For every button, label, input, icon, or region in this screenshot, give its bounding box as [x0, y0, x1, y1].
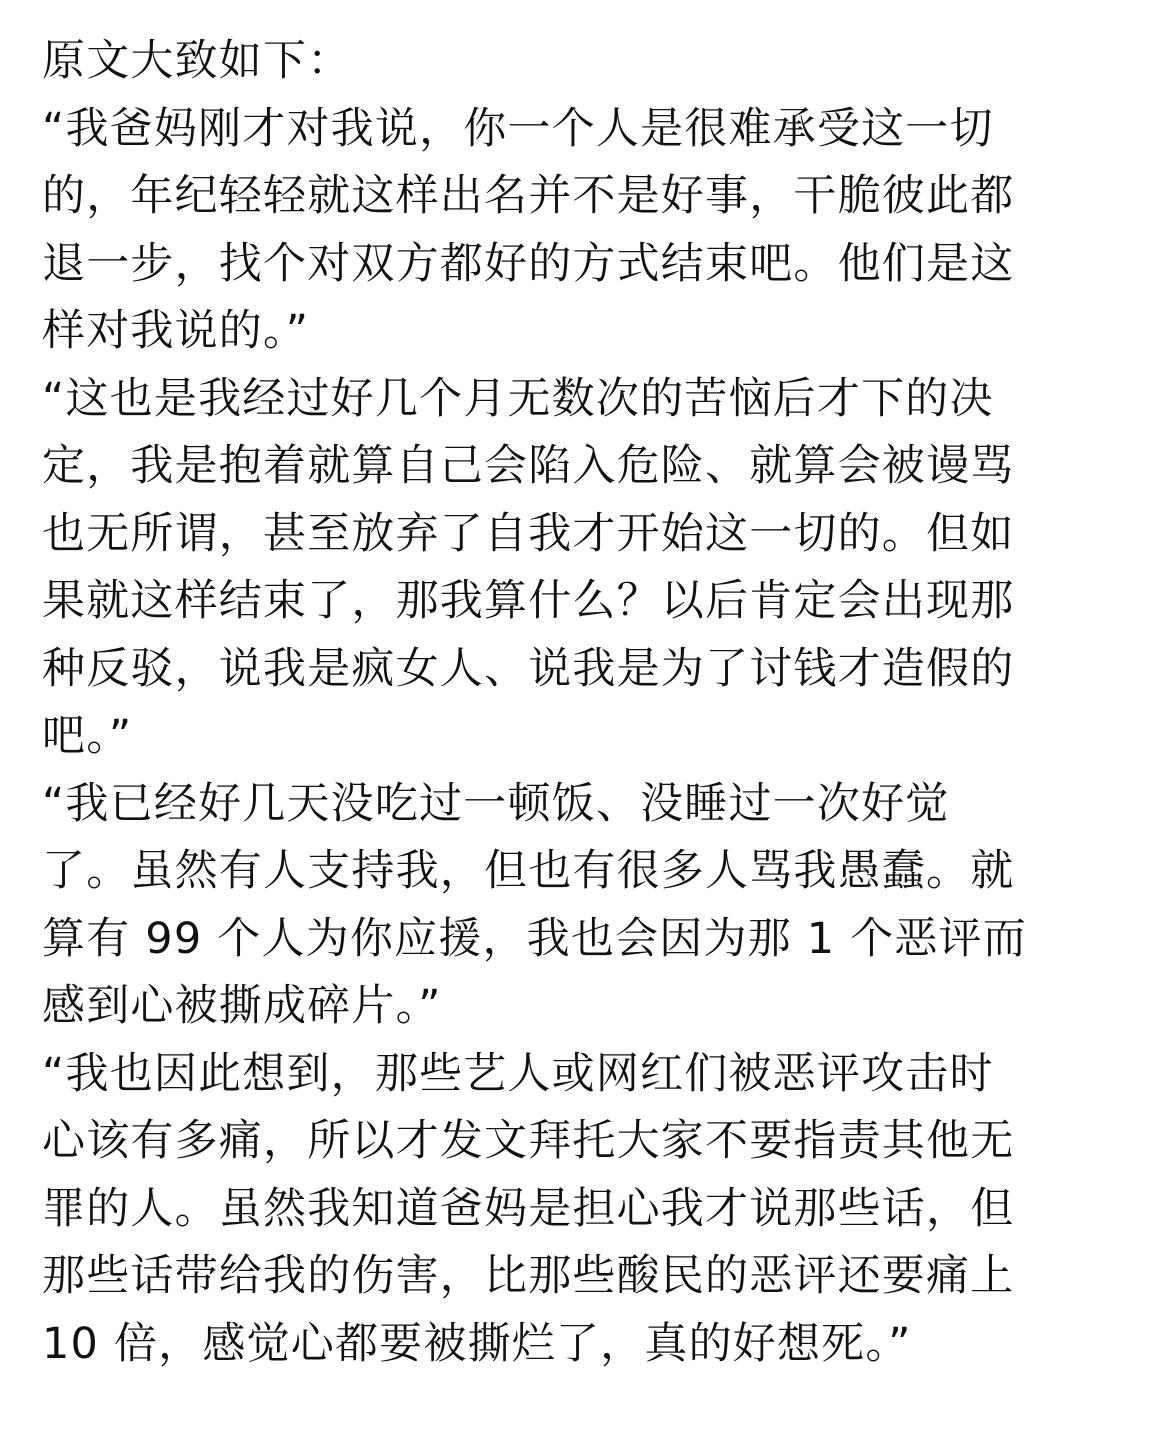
text-line: 的，年纪轻轻就这样出名并不是好事，干脆彼此都: [42, 171, 1015, 221]
text-line: 果就这样结束了，那我算什么？以后肯定会出现那: [42, 576, 1015, 626]
text-line: “这也是我经过好几个月无数次的苦恼后才下的决: [42, 373, 994, 424]
text-line: 感到心被撕成碎片。”: [42, 981, 442, 1031]
text-line: 了。虽然有人支持我，但也有很多人骂我愚蠢。就: [42, 846, 1015, 896]
text-line: 定，我是抱着就算自己会陷入危险、就算会被谩骂: [42, 441, 1015, 491]
text-line: “我也因此想到，那些艺人或网红们被恶评攻击时: [42, 1048, 994, 1099]
text-line: 罪的人。虽然我知道爸妈是担心我才说那些话，但: [42, 1183, 1015, 1234]
text-line: 算有 99 个人为你应援，我也会因为那 1 个恶评而: [42, 913, 1027, 964]
text-line: 心该有多痛，所以才发文拜托大家不要指责其他无: [42, 1116, 1015, 1166]
text-line: “我爸妈刚才对我说，你一个人是很难承受这一切: [42, 103, 994, 154]
text-line: 那些话带给我的伤害，比那些酸民的恶评还要痛上: [42, 1251, 1015, 1301]
text-line: 样对我说的。”: [42, 306, 310, 356]
text-line: 10 倍，感觉心都要被撕烂了，真的好想死。”: [42, 1318, 912, 1369]
text-line: “我已经好几天没吃过一顿饭、没睡过一次好觉: [42, 778, 950, 829]
text-line: 退一步，找个对双方都好的方式结束吧。他们是这: [42, 238, 1015, 289]
document-text: [42, 28, 1132, 1378]
text-line: 种反驳，说我是疯女人、说我是为了讨钱才造假的: [42, 643, 1015, 694]
text-line: 原文大致如下：: [42, 36, 352, 86]
text-line: 吧。”: [42, 711, 133, 761]
text-line: 也无所谓，甚至放弃了自我才开始这一切的。但如: [42, 508, 1015, 559]
